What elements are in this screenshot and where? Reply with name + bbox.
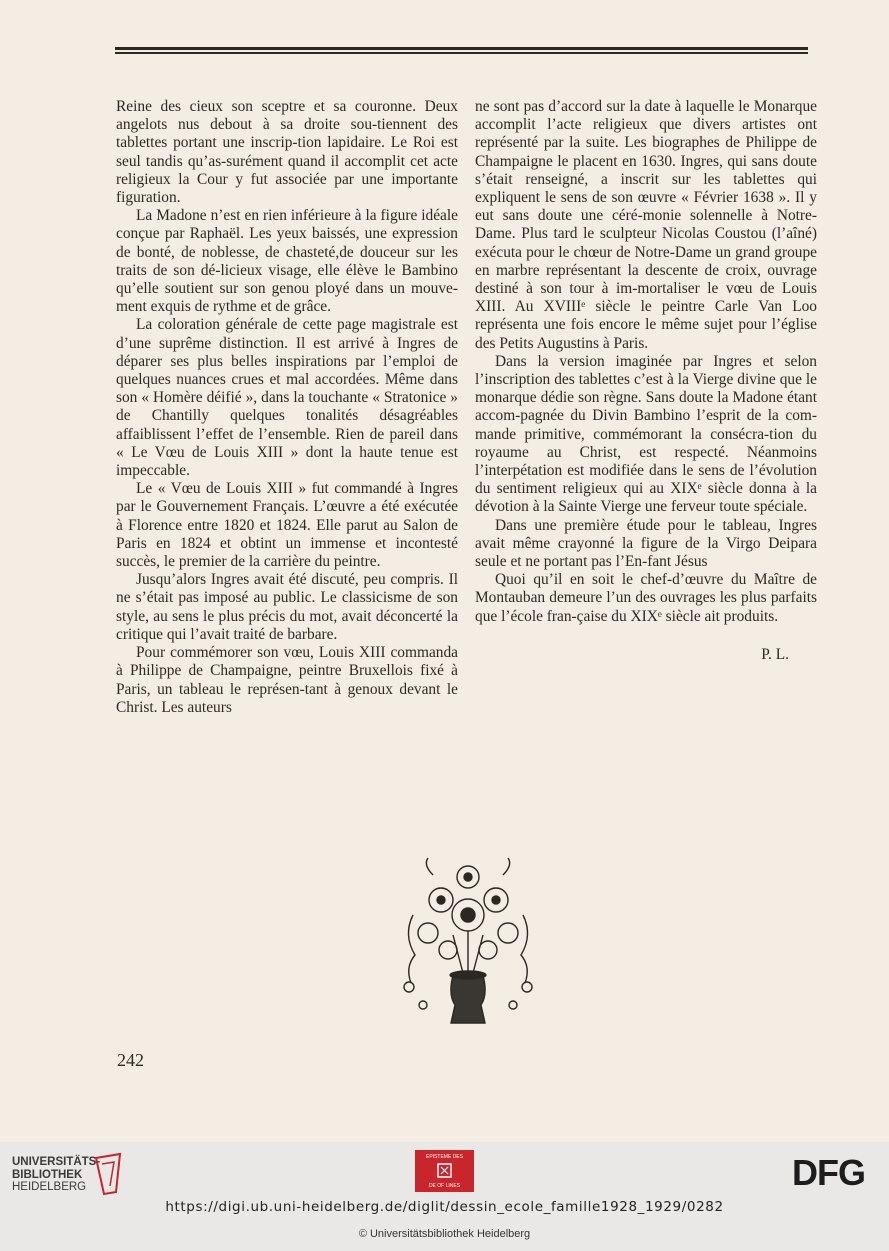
paragraph: Jusqu’alors Ingres avait été discuté, peu compris. Il ne s’était pas imposé au public. Le classicisme de son style, au sens le plus précis du mot, avait déconcerté la critique qui l’avait traité de barbare. [116,571,458,643]
signature: P. L. [761,645,789,663]
library-logo-line: BIBLIOTHEK [12,1168,83,1181]
right-column [475,98,817,664]
left-column [116,98,458,717]
paragraph: Le « Vœu de Louis XIII » fut commandé à Ingres par le Gouvernement Français. L’œuvre a été exécutée à Florence entre 1820 et 1824. Elle parut au Salon de Paris en 1824 et obtint un immense et incontesté succès, le premier de la carrière du peintre. [116,480,458,571]
badge-bottom-text: DE OF LINES [428,1183,461,1189]
paragraph: La coloration générale de cette page magistrale est d’une suprême distinction. Il est arrivé à Ingres de déparer ses plus belles inspirations par l’emploi de quelques nuances crues et mal accordées. Même dans son « Homère déifié », dans la touchante « Stratonice » de Chantilly quelques tonalités désagréables affaiblissent l’effet de l’ensemble. Rien de pareil dans « Le Vœu de Louis XIII » dont la haute tenue est impeccable. [116,316,458,480]
paragraph: Quoi qu’il en soit le chef-d’œuvre du Maître de Montauban demeure l’un des ouvrages les plus parfaits que l’école fran-çaise du XIXᵉ siècle ait produits. [475,571,817,625]
paragraph: Dans la version imaginée par Ingres et selon l’inscription des tablettes c’est à la Vierge divine que le monarque dédie son règne. Sans doute la Madone étant accom-pagnée du Divin Bambino l’esprit de la com-mande primitive, commémorant la consécra-tion du royaume au Christ, est respecté. Néanmoins l’interpétation est modifiée dans le sens de l’évolution du sentiment religieux qui au XIXᵉ siècle donna à la dévotion à la Sainte Vierge une ferveur toute spéciale. [475,352,817,516]
floral-vase-ornament [393,855,543,1030]
partner-badge[interactable] [415,1150,474,1192]
copyright-notice: © Universitätsbibliothek Heidelberg [358,1228,531,1240]
library-logo-line: UNIVERSITÄTS- [12,1156,101,1168]
dfg-logo[interactable]: DFG [792,1152,865,1193]
badge-emblem-icon [436,1162,453,1179]
source-url[interactable]: https://digi.ub.uni-heidelberg.de/diglit/dessin_ecole_famille1928_1929/0282 [165,1199,724,1215]
library-logo-line: HEIDELBERG [12,1181,87,1193]
page-number: 242 [117,1050,144,1070]
library-mark-icon [90,1152,126,1196]
paragraph: Dans une première étude pour le tableau, Ingres avait même crayonné la figure de la Virgo Deipara seule et ne portant pas l’En-fant Jésus [475,516,817,571]
paragraph: ne sont pas d’accord sur la date à laquelle le Monarque accomplit l’acte religieux que divers artistes ont représenté par la suite. Les biographes de Philippe de Champaigne le placent en 1630. Ingres, qui sans doute s’était renseigné, a inscrit sur les tablettes qui expliquent le sens de son œuvre « Février 1638 ». Il y eut sans doute une céré-monie solennelle à Notre-Dame. Plus tard le sculpteur Nicolas Coustou (l’aîné) exécuta pour le chœur de Notre-Dame un grand groupe en marbre représentant la descente de croix, ouvrage destiné à son tour à im-mortaliser le vœu de Louis XIII. Au XVIIIᵉ siècle le peintre Carle Van Loo représenta une fois encore le même sujet pour l’église des Petits Augustins à Paris. [475,98,817,352]
library-logo[interactable] [12,1156,100,1194]
badge-top-text: EPISTEME DES [426,1154,463,1160]
paragraph: Pour commémorer son vœu, Louis XIII commanda à Philippe de Champaigne, peintre Bruxellois fixé à Paris, un tableau le représen-tant à genoux devant le Christ. Les auteurs [116,644,458,716]
header-rule-bottom [115,52,808,54]
paragraph: Reine des cieux son sceptre et sa couronne. Deux angelots nus debout à sa droite sou-tiennent des tablettes portant une inscrip-tion lapidaire. Le Roi est seul tandis qu’as-surément quand il accomplit cet acte religieux la Cour y fut associée par une importante figuration. [116,98,458,207]
viewer-footer [0,1142,889,1251]
header-rule-top [115,47,808,50]
paragraph: La Madone n’est en rien inférieure à la figure idéale conçue par Raphaël. Les yeux baissés, une expression de bonté, de noblesse, de chasteté,de douceur sur les traits de son dé-licieux visage, elle élève le Bambino qu’elle soutient sur son genou ployé dans un mouve-ment exquis de rythme et de grâce. [116,207,458,316]
